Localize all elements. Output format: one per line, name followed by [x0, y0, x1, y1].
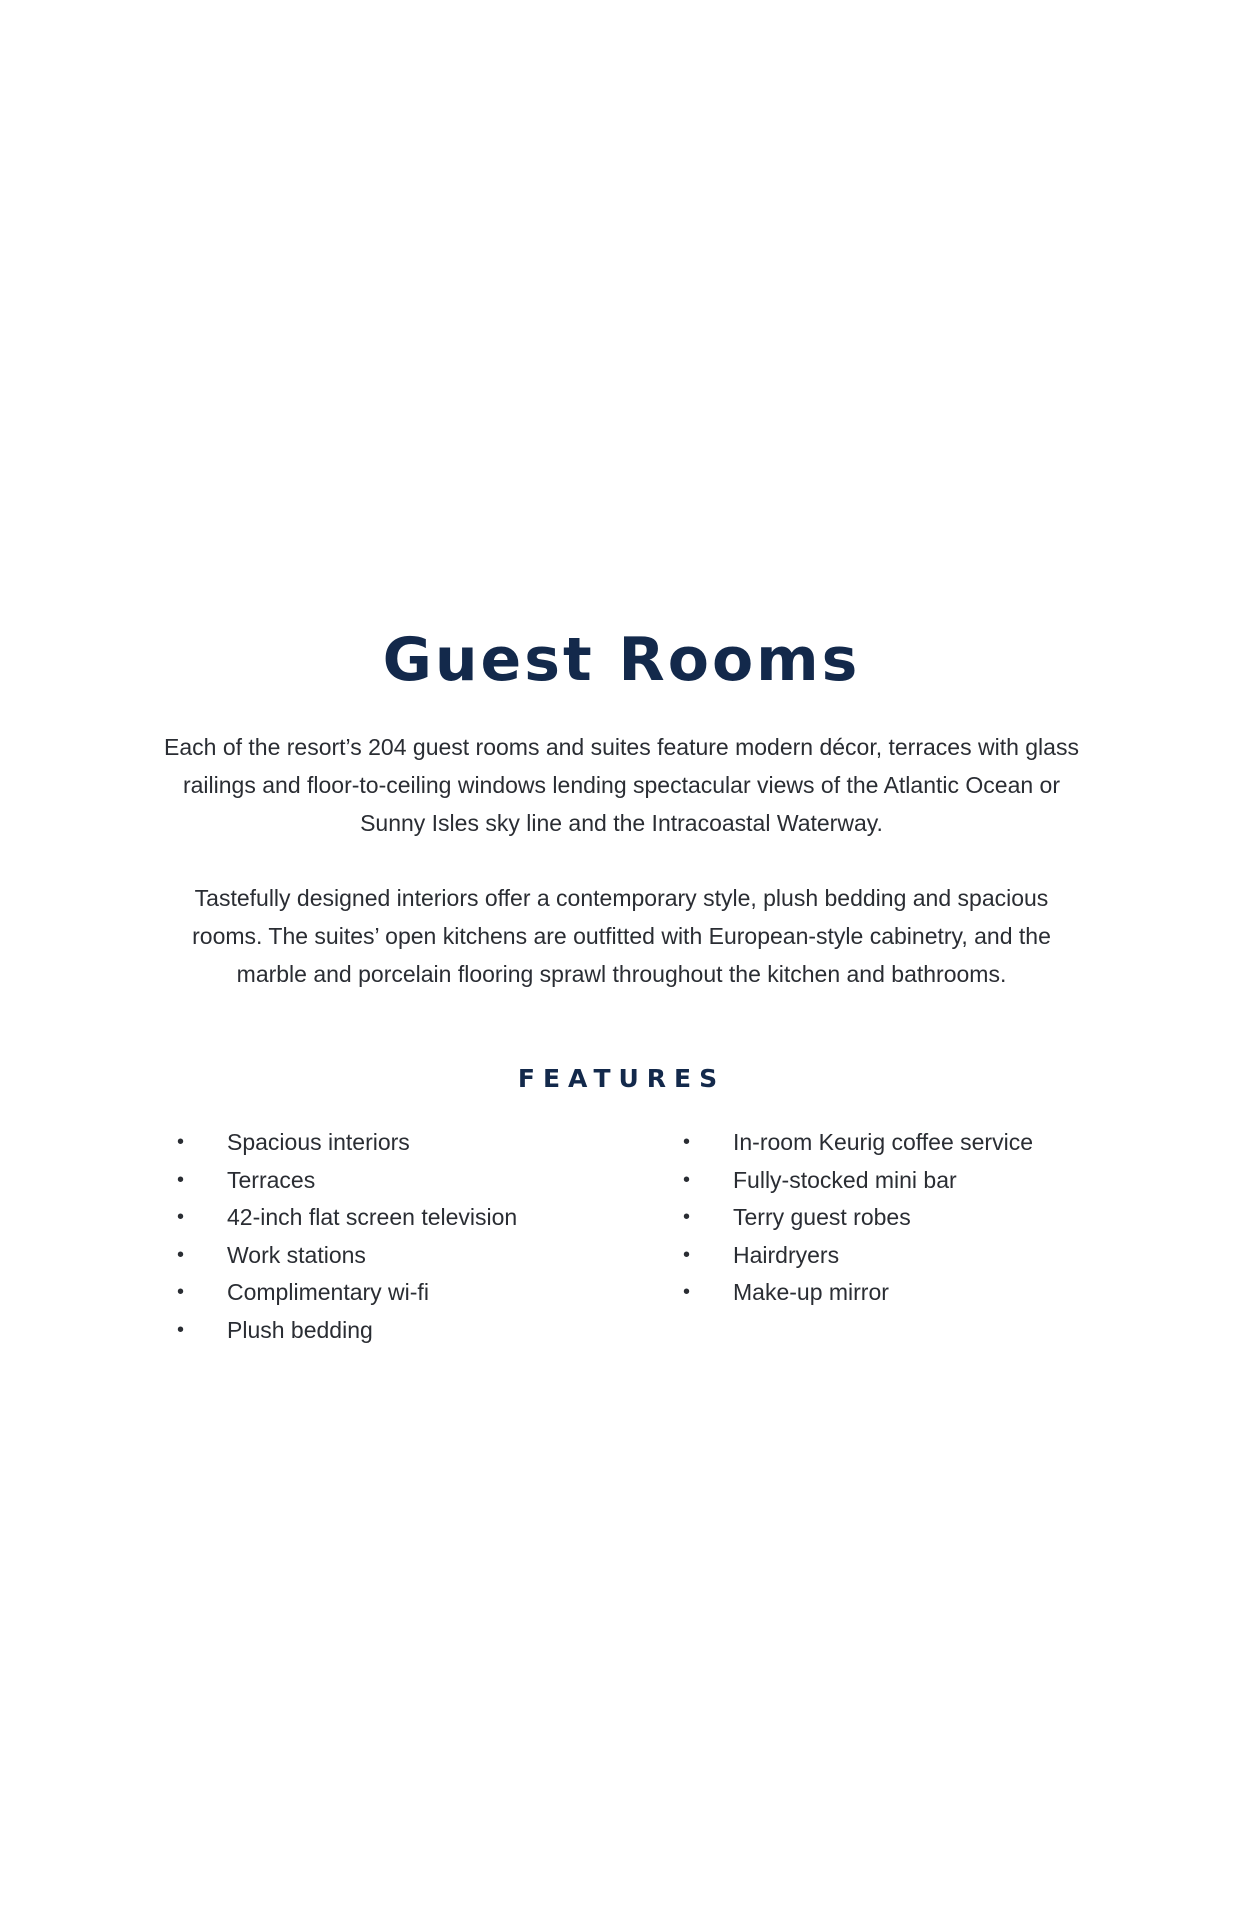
feature-label: Fully-stocked mini bar	[733, 1166, 957, 1193]
bullet-icon: •	[177, 1206, 185, 1228]
feature-item	[681, 1274, 1101, 1312]
feature-label: Work stations	[227, 1241, 366, 1268]
feature-label: Spacious interiors	[227, 1129, 410, 1155]
features-list-left	[175, 1124, 655, 1349]
bullet-icon: •	[177, 1318, 185, 1341]
feature-item	[681, 1199, 1101, 1237]
feature-item	[175, 1274, 655, 1312]
feature-label: Terraces	[227, 1166, 316, 1193]
feature-label: Terry guest robes	[733, 1204, 911, 1230]
feature-label: Complimentary wi-fi	[227, 1279, 429, 1305]
bullet-icon: •	[683, 1206, 691, 1228]
feature-item	[681, 1124, 1101, 1162]
feature-label: 42-inch flat screen television	[227, 1204, 518, 1230]
bullet-icon: •	[683, 1243, 691, 1266]
feature-item	[175, 1162, 655, 1200]
bullet-icon: •	[177, 1281, 185, 1303]
intro-paragraph-2: Tastefully designed interiors offer a contemporary style, plush bedding and spacious rooms. The suites’ open kitchens are outfitted with European-style cabinetry, and the marble and porcelain flooring sprawl throughout the kitchen and bathrooms.	[192, 885, 1051, 987]
bullet-icon: •	[177, 1168, 185, 1191]
feature-item	[681, 1162, 1101, 1200]
bullet-icon: •	[177, 1243, 185, 1266]
feature-label: Make-up mirror	[733, 1279, 889, 1305]
feature-label: Plush bedding	[227, 1316, 373, 1343]
feature-label: In-room Keurig coffee service	[733, 1129, 1033, 1155]
bullet-icon: •	[683, 1168, 691, 1191]
feature-item	[175, 1124, 655, 1162]
intro-paragraph-1: Each of the resort’s 204 guest rooms and suites feature modern décor, terraces with glass railings and floor-to-ceiling windows lending spectacular views of the Atlantic Ocean or Sunny Isles sky line and the Intracoastal Waterway.	[164, 734, 1079, 836]
feature-item	[175, 1237, 655, 1275]
features-heading: FEATURES	[517, 1064, 726, 1093]
feature-item	[681, 1237, 1101, 1275]
intro-text	[160, 728, 1083, 1030]
page-title: Guest Rooms	[382, 625, 861, 695]
bullet-icon: •	[177, 1131, 185, 1153]
bullet-icon: •	[683, 1281, 691, 1303]
bullet-icon: •	[683, 1131, 691, 1153]
feature-label: Hairdryers	[733, 1241, 840, 1268]
features-list-right	[681, 1124, 1101, 1312]
feature-item	[175, 1199, 655, 1237]
feature-item	[175, 1312, 655, 1350]
